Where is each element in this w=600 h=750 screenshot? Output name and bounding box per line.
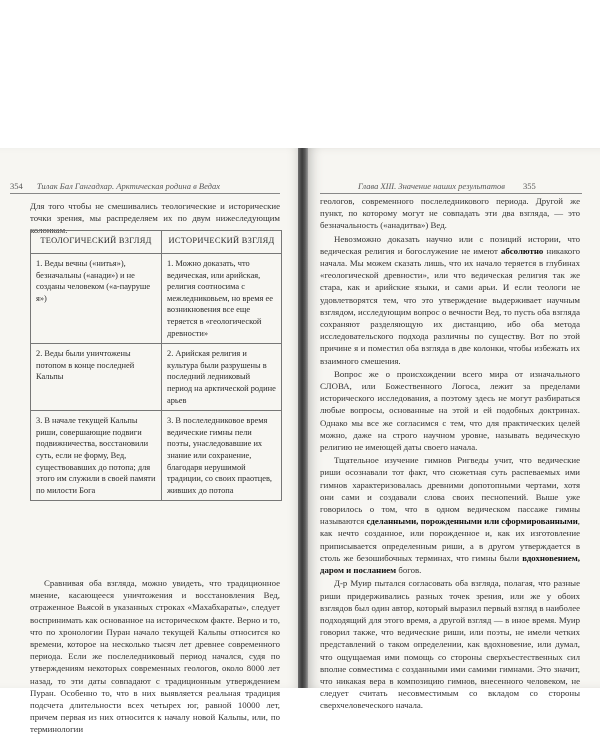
table-cell: 1. Можно доказать, что ведическая, или арийская, религия соотносима с межледниковьем, но время ее возникновения все еще теряется в «геологической древности»	[162, 254, 282, 344]
right-paragraph-4	[320, 454, 580, 576]
p4-text-c: богов.	[396, 565, 422, 576]
left-running-header	[10, 181, 220, 191]
right-header-title: Глава XIII. Значение наших результатов	[358, 181, 505, 191]
p2-text-b: никакого начала. Мы можем сказать лишь, что их начало теряется в глубинах «геологической древности», или что ведическая религия так же стара, как и арийские языки, и сами арьи. И если теологи не удовлетворятся тем, что это утверждение выдерживает научным взглядом, исследующим вопрос о вечности Вед, то пусть оба взгляда сохраняют разделяющую их дистанцию, ибо оба метода исследовательского подхода различны по существу. Вот по этой причине я и поместил оба взгляда в две колонки, чтобы избежать их взаимного смешения.	[320, 245, 580, 366]
right-paragraph-2	[320, 233, 580, 367]
p4-text-a: Тщательное изучение гимнов Ригведы учит, что ведические риши осознавали тот факт, что сюжетная суть распеваемых ими гимнов характеризовалась древними допотопными чертами, хотя они сами и создавали слова своих песнопений. Выше уже говорилось о том, что в одном ведическом пассаже гимны называются	[320, 455, 580, 527]
right-page-number: 355	[523, 181, 536, 191]
table-cell: 2. Арийская религия и культура были разрушены в последний ледниковый период на арктической родине арьев	[162, 344, 282, 411]
p2-bold: абсолютно	[500, 245, 544, 256]
right-body-text	[320, 195, 580, 713]
table-header-theological: ТЕОЛОГИЧЕСКИЙ ВЗГЛЯД	[31, 231, 162, 254]
table-cell: 3. В послеледниковое время ведические гимны пели поэты, унаследовавшие их знание или сохранение, благодаря нерушимой традиции, со своих праотцев, живших до потопа	[162, 411, 282, 501]
table-cell: 2. Веды были уничтожены потопом в конце последней Кальпы	[31, 344, 162, 411]
p4-bold-2: вдохновением, даром и посланием	[320, 552, 580, 576]
right-running-header	[358, 181, 536, 191]
table-row	[31, 254, 282, 344]
left-bottom-paragraph: Сравнивая оба взгляда, можно увидеть, что традиционное мнение, касающееся уничтожения и восстановления Вед, отраженное Вьясой в указанных строках «Махабхараты», следует воспринимать как основанное на историческом факте. Верно и то, что по хронологии Пуран начало текущей Кальпы относится ко времени, которое на несколько тысяч лет древнее современного периода. Если же послеледниковый период начался, судя по утверждениям некоторых современных геологов, около 8000 лет назад, то эти даты совпадают с традиционным утверждением Пуран. Особенно то, что в них выявляется реальная традиция подсчета длительности всех четырех юг, равной 10000 лет, причем первая из них относится к началу новой Кальпы, или, по терминологии	[30, 578, 280, 735]
left-page-number: 354	[10, 181, 23, 191]
left-header-rule	[10, 193, 280, 194]
table-cell: 1. Веды вечны («нитья»), безначальны («анади») и не созданы человеком («а-пауруше я»)	[31, 254, 162, 344]
table-cell: 3. В начале текущей Кальпы риши, совершающие подвиги подвижничества, восстановили суть, если не форму, Вед, существовавших до потопа; для этого им служили в своей памяти по милости Бога	[31, 411, 162, 501]
table-row	[31, 411, 282, 501]
table-header-row	[31, 231, 282, 254]
comparison-table	[30, 230, 282, 501]
left-header-title: Тилак Бал Гангадхар. Арктическая родина в Ведах	[36, 181, 220, 191]
right-paragraph-3: Вопрос же о происхождении всего мира от изначального СЛОВА, или Божественного Логоса, лежит за пределами исторического исследования, а поэтому здесь не могут разбираться любые вопросы, основанные на этой и ей подобных доктринах. Однако мы все же согласимся с тем, что для практических целей можно, даже на строго научном уровне, называть ведическую религию не имеющей даты своего начала.	[320, 368, 580, 453]
p2-text-a: Невозможно доказать научно или с позиций истории, что ведическая религия и богослужение не имеют	[320, 233, 580, 256]
right-paragraph-5: Д-р Муир пытался согласовать оба взгляда, полагая, что разные риши придерживались разных точек зрения, или же у обоих взглядов был один автор, который выразил первый взгляд в наиболее подходящий для этого время, а другой взгляд — в иное время. Муир говорил также, что ведические риши, или поэты, не имели четких представлений о таком определении, как вдохновение, или думал, что ощущаемая ими помощь со стороны сверхъестественных сил вполне совместима с созданными ими самими гимнами. Это значит, что никакая вера в композицию гимнов, внесенного человеком, не следует считать несовместимым со вкладом со стороны сверхчеловеческого начала.	[320, 578, 580, 711]
left-body-text	[30, 577, 280, 737]
intro-text: Для того чтобы не смешивались теологические и исторические точки зрения, мы распределяем их по двум нижеследующим колонкам.	[30, 201, 280, 236]
table-header-historical: ИСТОРИЧЕСКИЙ ВЗГЛЯД	[162, 231, 282, 254]
table-row	[31, 344, 282, 411]
p4-text-b: , как нечто созданное, или порожденное и, как их изготовление приписывается определенным риши, а в другом утверждается в столь же безошибочных терминах, что гимны были	[320, 516, 580, 563]
right-paragraph-1: геологов, современного послеледникового периода. Другой же пункт, по которому могут не совпадать эти два взгляда, — это безначальность («анадитва») Вед.	[320, 196, 580, 231]
book-gutter	[298, 148, 308, 688]
p4-bold-1: сделанными, порожденными или сформированными	[366, 516, 578, 527]
right-header-rule	[320, 193, 582, 194]
